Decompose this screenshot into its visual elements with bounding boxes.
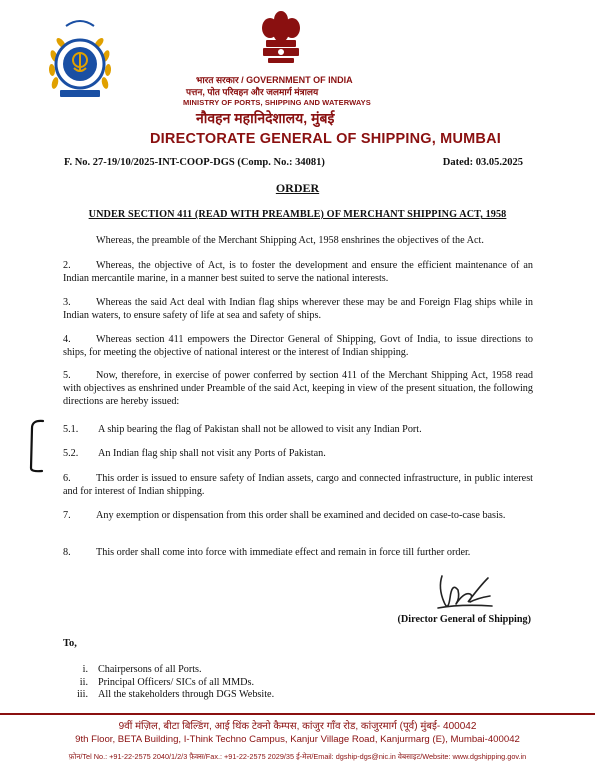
handwritten-signature-icon (430, 568, 500, 618)
order-date: Dated: 03.05.2025 (442, 157, 523, 168)
paragraph-6-number: 6. (63, 473, 71, 484)
footer-hindi-address: 9वीं मंज़िल, बीटा बिल्डिंग, आई थिंक टेक्नो कैम्पस, कांजुर गाँव रोड, कांजुरमार्ग (पूर्व) मुंबई- 400042 (118, 721, 477, 732)
directorate-name: DIRECTORATE GENERAL OF SHIPPING, MUMBAI (150, 131, 501, 147)
paragraph-1-text: Whereas, the preamble of the Merchant Shipping Act, 1958 enshrines the objectives of the Act. (96, 235, 484, 246)
hindi-ministry-line: पत्तन, पोत परिवहन और जलमार्ग मंत्रालय (186, 87, 319, 97)
distribution-item (62, 689, 274, 700)
distribution-item-text: All the stakeholders through DGS Website. (98, 689, 275, 700)
paragraph-5-number: 5. (63, 370, 71, 381)
distribution-item-number: ii. (79, 677, 88, 688)
paragraph-4-number: 4. (63, 334, 71, 345)
handwritten-bracket-mark-icon (28, 418, 46, 474)
footer-contact: फ़ोन/Tel No.: +91-22-2575 2040/1/2/3 फ़ैक्स/Fax.: +91-22-2575 2029/35 ई-मेल/Email: dgship-dgs@nic.in वेबसाइट/Website: www.dgshipping.gov.in (68, 752, 527, 761)
paragraph-5-1-text: A ship bearing the flag of Pakistan shall not be allowed to visit any Indian Port. (98, 424, 422, 435)
paragraph-3-number: 3. (63, 297, 71, 308)
paragraph-8-number: 8. (63, 547, 71, 558)
paragraph-2-text: Whereas, the objective of Act, is to foster the development and ensure the efficient maintenance of an Indian mercantile marine, in a manner best suited to serve the national interests. (63, 260, 533, 284)
dgs-logo-icon (46, 16, 114, 108)
paragraph-7 (63, 509, 533, 522)
paragraph-5-2-number: 5.2. (63, 448, 79, 459)
hindi-government-line: भारत सरकार / GOVERNMENT OF INDIA (196, 75, 353, 85)
paragraph-3 (63, 296, 533, 322)
paragraph-5-1 (63, 423, 533, 436)
paragraph-5-text: Now, therefore, in exercise of power conferred by section 411 of the Merchant Shipping Act, 1958 read with objectives as enshrined under Preamble of the said Act, keeping in view of the present situation, the following directions are hereby issued: (63, 370, 533, 407)
footer-address: 9th Floor, BETA Building, I-Think Techno Campus, Kanjur Village Road, Kanjurmarg (E), Mumbai-400042 (75, 734, 520, 745)
file-number: F. No. 27-19/10/2025-INT-COOP-DGS (Comp. No.: 34081) (64, 157, 325, 168)
distribution-item (62, 677, 254, 688)
section-title: UNDER SECTION 411 (READ WITH PREAMBLE) OF MERCHANT SHIPPING ACT, 1958 (88, 209, 507, 220)
paragraph-5 (63, 369, 533, 408)
paragraph-2-number: 2. (63, 260, 71, 271)
order-title: ORDER (275, 181, 320, 195)
paragraph-3-text: Whereas the said Act deal with Indian flag ships wherever these may be and Foreign Flag ships while in Indian waters, to ensure safety of life at sea and safety of ships. (63, 297, 533, 321)
national-emblem-icon (258, 8, 304, 74)
paragraph-5-1-number: 5.1. (63, 424, 79, 435)
paragraph-4-text: Whereas section 411 empowers the Director General of Shipping, Govt of India, to issue directions to ships, for meeting the objective of national interest or the interest of Indian shipping. (63, 334, 533, 358)
distribution-item-text: Chairpersons of all Ports. (98, 664, 202, 675)
paragraph-5-2 (63, 447, 533, 460)
distribution-item-number: iii. (76, 689, 88, 700)
hindi-directorate-name: नौवहन महानिदेशालय, मुंबई (196, 110, 335, 126)
paragraph-1 (63, 234, 533, 247)
paragraph-4 (63, 333, 533, 359)
footer-divider (0, 713, 595, 715)
distribution-item (62, 664, 202, 675)
paragraph-6-text: This order is issued to ensure safety of Indian assets, cargo and connected infrastructure, in public interest and for interest of Indian shipping. (63, 473, 533, 497)
paragraph-5-2-text: An Indian flag ship shall not visit any Ports of Pakistan. (98, 448, 326, 459)
paragraph-8 (63, 546, 533, 559)
paragraph-6 (63, 472, 533, 498)
paragraph-2 (63, 259, 533, 285)
paragraph-8-text: This order shall come into force with immediate effect and remain in force till further order. (96, 547, 471, 558)
paragraph-7-text: Any exemption or dispensation from this order shall be examined and decided on case-to-case basis. (96, 510, 506, 521)
ministry-name: MINISTRY OF PORTS, SHIPPING AND WATERWAYS (183, 98, 371, 107)
to-label: To, (63, 638, 77, 649)
distribution-item-text: Principal Officers/ SICs of all MMDs. (98, 677, 255, 688)
signatory-caption: (Director General of Shipping) (397, 614, 531, 625)
distribution-item-number: i. (82, 664, 88, 675)
paragraph-7-number: 7. (63, 510, 71, 521)
